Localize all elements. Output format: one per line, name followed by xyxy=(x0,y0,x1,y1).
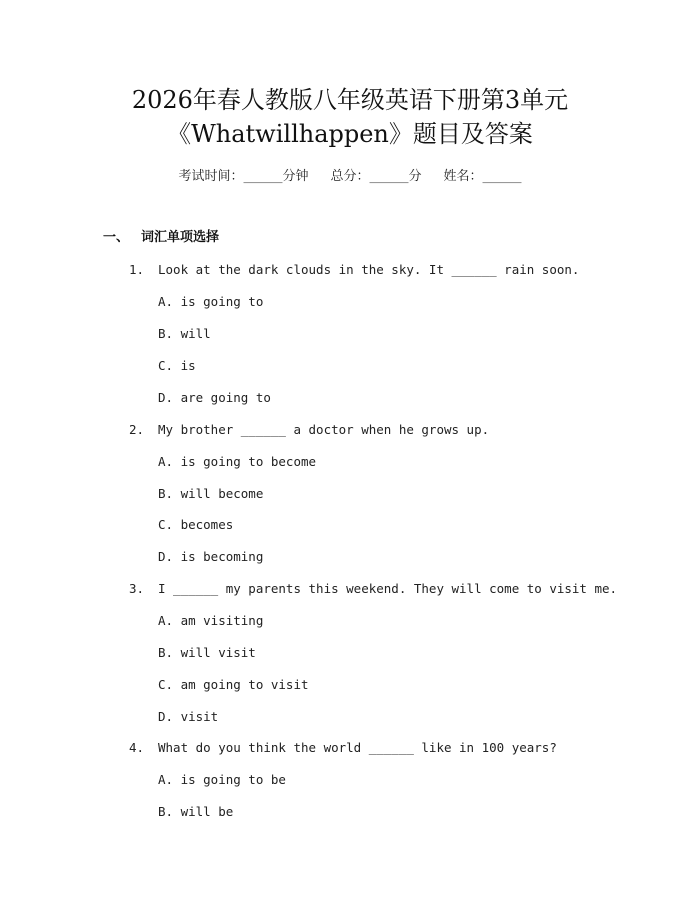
answer-option: C. is xyxy=(158,358,196,373)
exam-info-row xyxy=(0,168,700,186)
answer-option: D. visit xyxy=(158,709,219,724)
answer-option: A. is going to xyxy=(158,294,264,309)
document-title-line-1: 2026年春人教版八年级英语下册第3单元 xyxy=(131,86,569,114)
question-number: 2. xyxy=(129,422,145,437)
section-heading xyxy=(103,229,219,247)
exam-time-field: 考试时间：______分钟 xyxy=(178,169,309,184)
question-number: 3. xyxy=(129,581,145,596)
question-text: What do you think the world ______ like in 100 years? xyxy=(158,740,557,755)
question-text: My brother ______ a doctor when he grows up. xyxy=(158,422,490,437)
answer-option: B. will xyxy=(158,326,211,341)
answer-option: B. will be xyxy=(158,804,234,819)
answer-option: D. are going to xyxy=(158,390,271,405)
answer-option: A. is going to be xyxy=(158,772,286,787)
answer-option: B. will visit xyxy=(158,645,256,660)
answer-option: B. will become xyxy=(158,486,264,501)
question-text: Look at the dark clouds in the sky. It ______ rain soon. xyxy=(158,262,580,277)
answer-option: C. becomes xyxy=(158,517,234,532)
section-number: 一、 xyxy=(103,230,130,245)
answer-option: D. is becoming xyxy=(158,549,264,564)
question-number: 1. xyxy=(129,262,145,277)
answer-option: A. am visiting xyxy=(158,613,264,628)
student-name-field: 姓名：______ xyxy=(443,169,522,184)
question-number: 4. xyxy=(129,740,145,755)
document-title-line-2: 《Whatwillhappen》题目及答案 xyxy=(167,120,533,148)
answer-option: C. am going to visit xyxy=(158,677,309,692)
answer-option: A. is going to become xyxy=(158,454,317,469)
question-text: I ______ my parents this weekend. They will come to visit me. xyxy=(158,581,618,596)
total-score-field: 总分：______分 xyxy=(330,169,422,184)
section-title: 词汇单项选择 xyxy=(141,230,220,245)
